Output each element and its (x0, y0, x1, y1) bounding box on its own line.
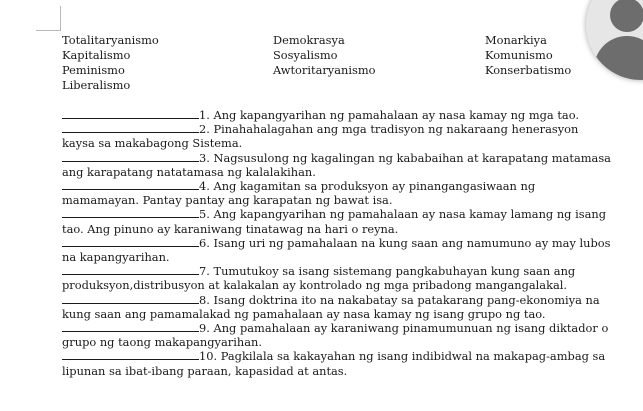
term-option: Monarkiya (485, 33, 547, 47)
question-item (62, 236, 612, 264)
answer-blank[interactable] (62, 293, 199, 304)
avatar-body (594, 36, 643, 80)
crop-mark-horizontal (36, 30, 61, 31)
term-option: Totalitaryanismo (62, 33, 159, 47)
question-item (62, 293, 612, 321)
question-item (62, 207, 612, 235)
answer-blank[interactable] (62, 108, 199, 119)
answer-blank[interactable] (62, 264, 199, 275)
question-item (62, 108, 612, 122)
question-text: 5. Ang kapangyarihan ng pamahalaan ay nasa kamay lamang ng isang tao. Ang pinuno ay karaniwang tinatawag na hari o reyna. (62, 207, 606, 236)
crop-mark-vertical (60, 6, 61, 30)
question-text: 1. Ang kapangyarihan ng pamahalaan ay nasa kamay ng mga tao. (199, 108, 579, 122)
question-text: 6. Isang uri ng pamahalaan na kung saan ang namumuno ay may lubos na kapangyarihan. (62, 235, 611, 265)
question-item (62, 151, 612, 179)
question-item (62, 349, 612, 377)
term-option: Kapitalismo (62, 48, 131, 62)
term-option: Komunismo (485, 48, 553, 62)
term-option: Liberalismo (62, 78, 131, 92)
question-text: 10. Pagkilala sa kakayahan ng isang indibidwal na makapag-ambag sa lipunan sa ibat-ibang paraan, kapasidad at antas. (62, 349, 606, 378)
question-text: 7. Tumutukoy sa isang sistemang pangkabuhayan kung saan ang produksyon,distribusyon at kalakalan ay kontrolado ng mga pribadong mangangalakal. (62, 264, 576, 293)
answer-blank[interactable] (62, 151, 199, 162)
word-bank (62, 33, 582, 93)
question-text: 8. Isang doktrina ito na nakabatay sa patakarang pang-ekonomiya na kung saan ang pamamalakad ng pamahalaan ay nasa kamay ng isang grupo ng tao. (62, 292, 600, 321)
answer-blank[interactable] (62, 349, 199, 360)
answer-blank[interactable] (62, 207, 199, 218)
answer-blank[interactable] (62, 122, 199, 133)
term-option: Sosyalismo (273, 48, 338, 62)
avatar-head (610, 0, 643, 32)
answer-blank[interactable] (62, 236, 199, 247)
term-option: Konserbatismo (485, 63, 572, 77)
question-item (62, 179, 612, 207)
answer-blank[interactable] (62, 321, 199, 332)
question-item (62, 321, 612, 349)
question-text: 4. Ang kagamitan sa produksyon ay pinangangasiwaan ng mamamayan. Pantay pantay ang karapatan ng bawat isa. (62, 179, 536, 208)
question-text: 3. Nagsusulong ng kagalingan ng kababaihan at karapatang matamasa ang karapatang natatamasa ng kalalakihan. (62, 150, 611, 179)
question-text: 2. Pinahahalagahan ang mga tradisyon ng nakaraang henerasyon kaysa sa makabagong Sistema. (62, 122, 579, 151)
term-option: Demokrasya (273, 33, 345, 47)
question-item (62, 122, 612, 150)
question-text: 9. Ang pamahalaan ay karaniwang pinamumunuan ng isang diktador o grupo ng taong makapangyarihan. (62, 321, 609, 350)
term-option: Awtoritaryanismo (273, 63, 376, 77)
question-item (62, 264, 612, 292)
user-avatar-icon[interactable] (586, 0, 643, 80)
question-list (62, 108, 612, 378)
term-option: Peminismo (62, 63, 125, 77)
answer-blank[interactable] (62, 179, 199, 190)
